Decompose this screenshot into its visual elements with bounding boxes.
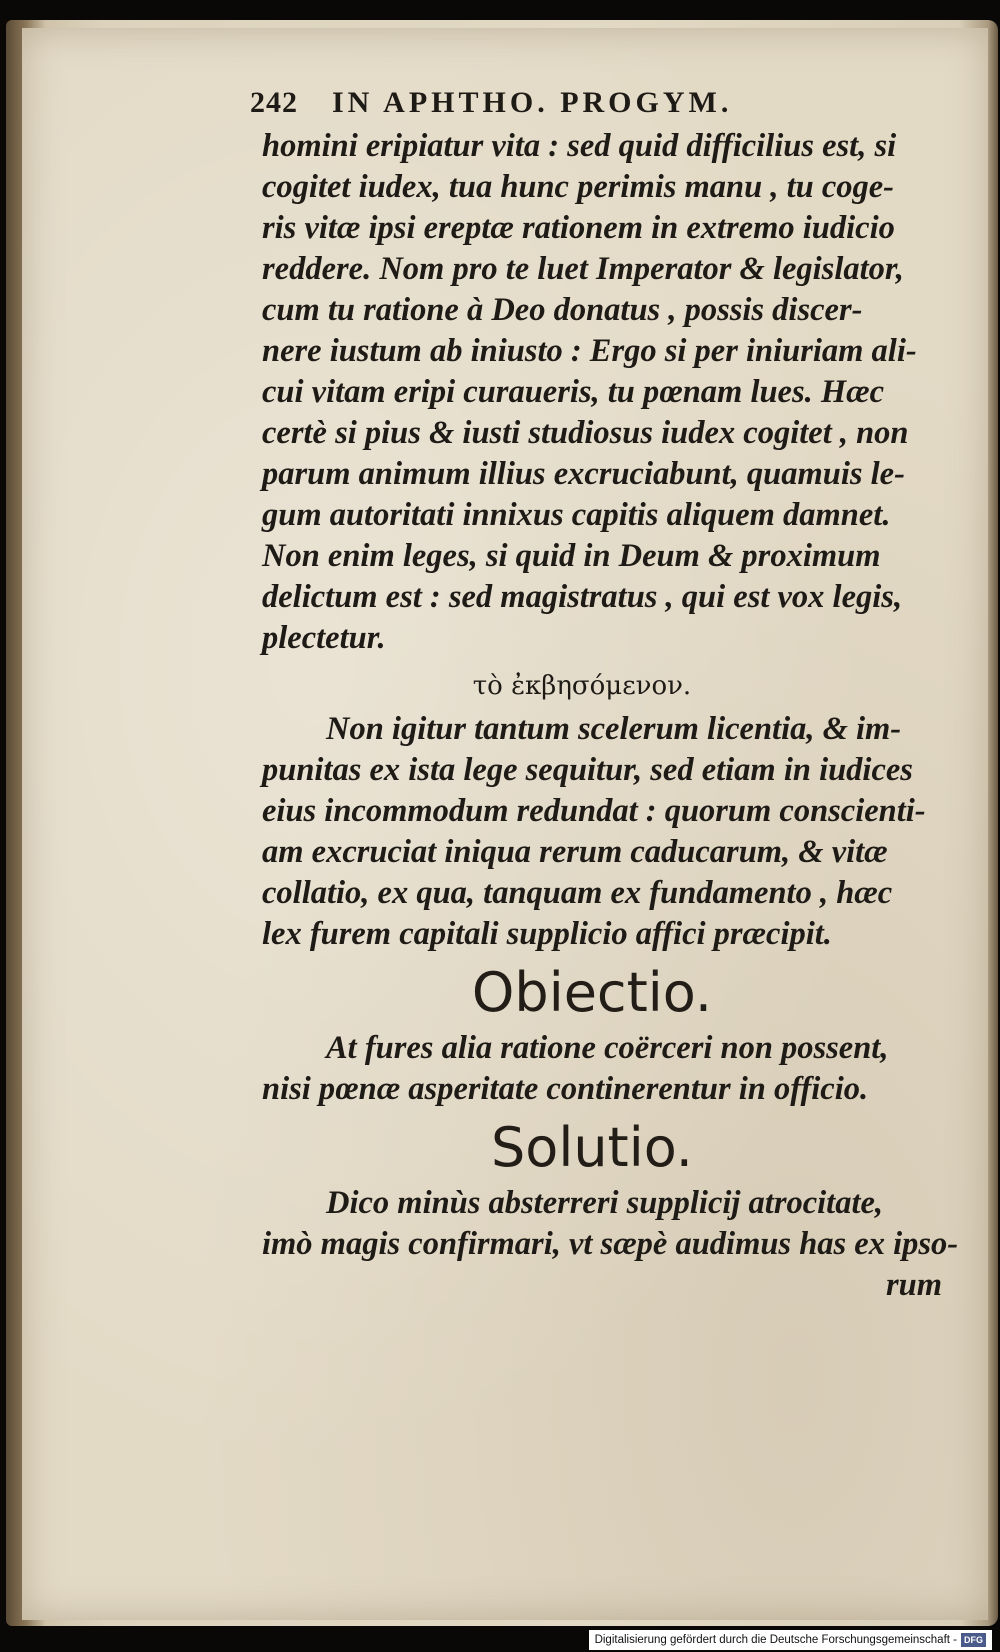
text-line: eius incommodum redundat : quorum conscienti-: [262, 793, 926, 829]
text-line: am excruciat iniqua rerum caducarum, & vitæ: [262, 834, 888, 870]
text-line: punitas ex ista lege sequitur, sed etiam in iudices: [262, 752, 913, 788]
text-line: plectetur.: [262, 620, 386, 656]
heading-solutio: Solutio.: [491, 1116, 693, 1179]
text-line: cogitet iudex, tua hunc perimis manu , tu coge-: [262, 169, 894, 205]
text-line: parum animum illius excruciabunt, quamuis le-: [262, 456, 905, 492]
text-line: certè si pius & iusti studiosus iudex cogitet , non: [262, 415, 909, 451]
heading-obiectio: Obiectio.: [471, 961, 713, 1024]
text-line: cum tu ratione à Deo donatus , possis discer-: [262, 292, 863, 328]
text-line: At fures alia ratione coërceri non possent,: [326, 1030, 889, 1066]
digitization-footer: [589, 1630, 992, 1650]
text-line: nere iustum ab iniusto : Ergo si per iniuriam ali-: [262, 333, 917, 369]
text-line: Non enim leges, si quid in Deum & proximum: [262, 538, 881, 574]
running-head-title: IN APHTHO. PROGYM.: [332, 86, 733, 119]
greek-heading: τὸ ἐκβησόμενον.: [472, 671, 692, 701]
book-page: [22, 28, 988, 1620]
page-number: 242: [250, 86, 298, 119]
text-line: Non igitur tantum scelerum licentia, & im-: [326, 711, 902, 747]
text-line: ris vitæ ipsi ereptæ rationem in extremo iudicio: [262, 210, 895, 246]
text-line: nisi pœnæ asperitate continerentur in officio.: [262, 1071, 869, 1107]
paragraph-2: [262, 709, 962, 955]
catchword: rum: [885, 1267, 942, 1303]
running-head: [250, 86, 962, 120]
text-line: lex furem capitali supplicio affici præcipit.: [262, 916, 832, 952]
text-line: cui vitam eripi curaueris, tu pœnam lues. Hæc: [262, 374, 885, 410]
text-line: reddere. Nom pro te luet Imperator & legislator,: [262, 251, 904, 287]
paragraph-1: [262, 126, 962, 659]
text-line: Dico minùs absterreri supplicij atrocitate,: [326, 1185, 884, 1221]
text-line: homini eripiatur vita : sed quid difficilius est, si: [262, 128, 897, 164]
text-line: delictum est : sed magistratus , qui est vox legis,: [262, 579, 903, 615]
paragraph-3: [262, 1028, 962, 1110]
text-line: gum autoritati innixus capitis aliquem damnet.: [262, 497, 891, 533]
text-block: [250, 86, 962, 1306]
dfg-logo: DFG: [961, 1633, 986, 1647]
text-line: imò magis confirmari, vt sæpè audimus has ex ipso-: [262, 1226, 959, 1262]
paragraph-4: [262, 1183, 962, 1306]
footer-text: Digitalisierung gefördert durch die Deutsche Forschungsgemeinschaft -: [594, 1634, 957, 1646]
text-line: collatio, ex qua, tanquam ex fundamento , hæc: [262, 875, 893, 911]
